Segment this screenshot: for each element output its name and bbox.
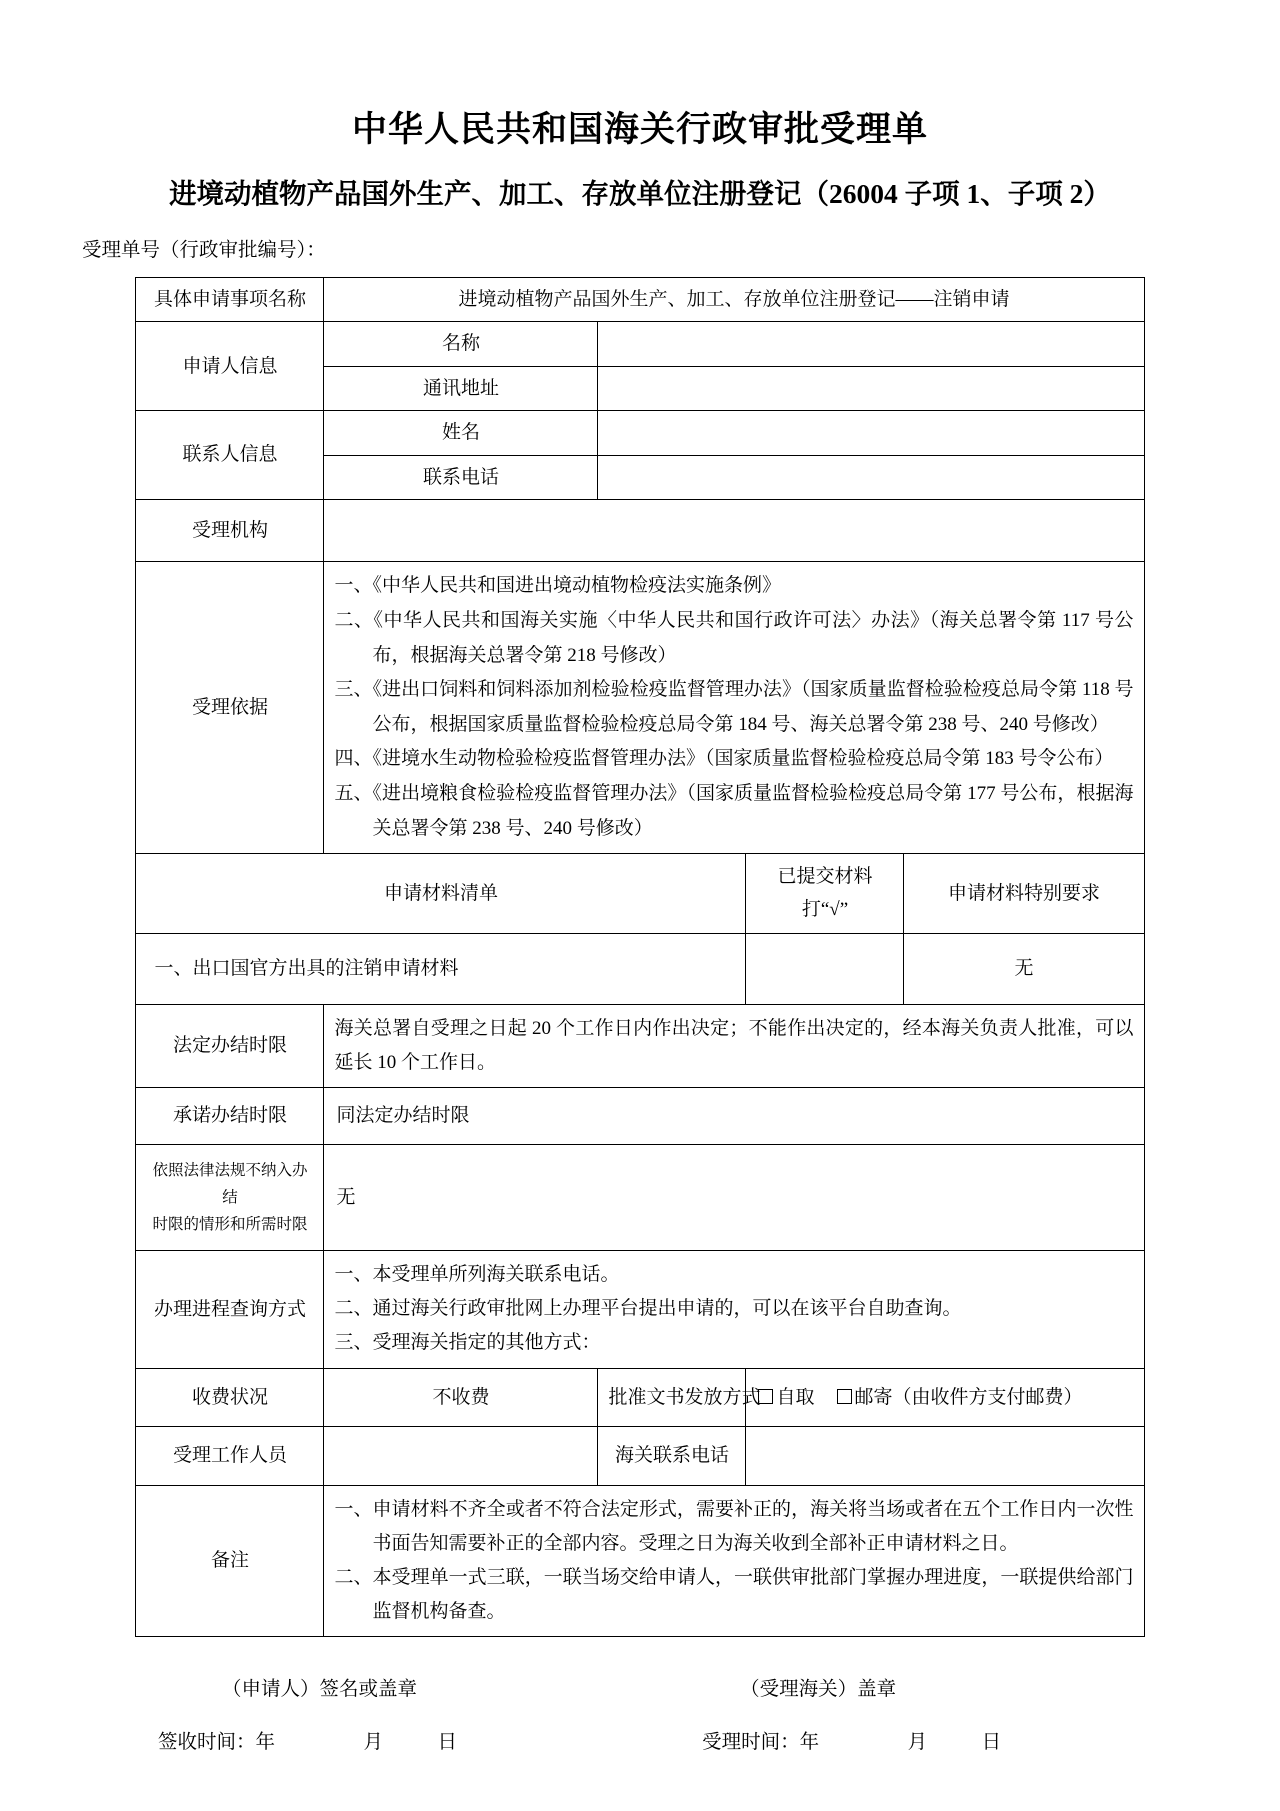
remark-item: 二、本受理单一式三联，一联当场交给申请人，一联供审批部门掌握办理进度，一联提供给部门监督机构备查。 bbox=[334, 1566, 1134, 1623]
fee-status-value: 不收费 bbox=[324, 1368, 598, 1426]
table-row bbox=[136, 562, 1144, 854]
agency-label: 受理机构 bbox=[136, 500, 324, 562]
contact-phone-field[interactable] bbox=[598, 455, 1144, 499]
table-row bbox=[136, 411, 1144, 455]
customs-phone-field[interactable] bbox=[746, 1427, 1144, 1485]
receive-day[interactable]: 日 bbox=[437, 1732, 458, 1754]
submitted-header-line2: 打“√” bbox=[801, 898, 849, 920]
remark-content bbox=[324, 1485, 1144, 1637]
material-item-submitted-checkbox[interactable] bbox=[746, 934, 904, 1004]
table-row bbox=[136, 322, 1144, 366]
legal-basis-item: 三、《进出口饲料和饲料添加剂检验检疫监督管理办法》（国家质量监督检验检疫总局令第 118 号公布，根据国家质量监督检验检疫总局令第 184 号、海关总署令第 238 号、240 号修改） bbox=[334, 679, 1134, 735]
customs-phone-label: 海关联系电话 bbox=[598, 1427, 746, 1485]
legal-basis-item: 四、《进境水生动物检验检疫监督管理办法》（国家质量监督检验检疫总局令第 183 号令公布） bbox=[334, 748, 1114, 770]
excluded-period-label bbox=[136, 1144, 324, 1250]
accept-day[interactable]: 日 bbox=[981, 1732, 1002, 1754]
table-row bbox=[136, 277, 1144, 321]
promised-deadline-value: 同法定办结时限 bbox=[324, 1088, 1144, 1144]
fee-status-label: 收费状况 bbox=[136, 1368, 324, 1426]
receive-year[interactable]: 年 bbox=[255, 1732, 276, 1754]
statutory-deadline-value bbox=[324, 1004, 1144, 1087]
matter-name-label: 具体申请事项名称 bbox=[136, 277, 324, 321]
matter-name-value: 进境动植物产品国外生产、加工、存放单位注册登记——注销申请 bbox=[324, 277, 1144, 321]
legal-basis-item: 一、《中华人民共和国进出境动植物检疫法实施条例》 bbox=[334, 575, 781, 597]
statutory-deadline-text: 海关总署自受理之日起 20 个工作日内作出决定；不能作出决定的，经本海关负责人批准，可以延长 10 个工作日。 bbox=[334, 1017, 1134, 1074]
signature-area bbox=[136, 1673, 1144, 1759]
legal-basis-label: 受理依据 bbox=[136, 562, 324, 854]
table-row bbox=[136, 1088, 1144, 1144]
accept-month[interactable]: 月 bbox=[907, 1732, 928, 1754]
table-row bbox=[136, 1485, 1144, 1637]
table-row bbox=[136, 1004, 1144, 1087]
legal-basis-content bbox=[324, 562, 1144, 854]
receive-time-label: 签收时间： bbox=[158, 1732, 256, 1754]
receive-time-group bbox=[136, 1726, 660, 1759]
delivery-method-options bbox=[746, 1368, 1144, 1426]
page-title: 中华人民共和国海关行政审批受理单 bbox=[351, 110, 928, 149]
delivery-method-label: 批准文书发放方式 bbox=[598, 1368, 746, 1426]
material-item-special: 无 bbox=[904, 934, 1144, 1004]
contact-name-field[interactable] bbox=[598, 411, 1144, 455]
materials-list-header: 申请材料清单 bbox=[136, 854, 746, 934]
signature-row-dates bbox=[136, 1726, 1144, 1759]
progress-query-label: 办理进程查询方式 bbox=[136, 1251, 324, 1369]
progress-query-item: 一、本受理单所列海关联系电话。 bbox=[334, 1264, 620, 1286]
table-row bbox=[136, 1427, 1144, 1485]
accept-year[interactable]: 年 bbox=[799, 1732, 820, 1754]
table-row bbox=[136, 1251, 1144, 1369]
table-row bbox=[136, 1144, 1144, 1250]
table-row bbox=[136, 854, 1144, 934]
table-row bbox=[136, 1368, 1144, 1426]
applicant-address-label: 通讯地址 bbox=[324, 366, 598, 410]
applicant-signature-label: （申请人）签名或盖章 bbox=[222, 1679, 418, 1701]
applicant-info-label: 申请人信息 bbox=[136, 322, 324, 411]
contact-name-label: 姓名 bbox=[324, 411, 598, 455]
applicant-address-field[interactable] bbox=[598, 366, 1144, 410]
excluded-period-label-line1: 依照法律法规不纳入办结 bbox=[152, 1161, 308, 1206]
excluded-period-label-line2: 时限的情形和所需时限 bbox=[152, 1215, 308, 1233]
excluded-period-value: 无 bbox=[324, 1144, 1144, 1250]
accept-time-group bbox=[660, 1726, 1144, 1759]
signature-row-names bbox=[136, 1673, 1144, 1706]
agency-field[interactable] bbox=[324, 500, 1144, 562]
promised-deadline-label: 承诺办结时限 bbox=[136, 1088, 324, 1144]
contact-phone-label: 联系电话 bbox=[324, 455, 598, 499]
applicant-name-label: 名称 bbox=[324, 322, 598, 366]
self-pickup-checkbox[interactable] bbox=[758, 1389, 773, 1404]
progress-query-content bbox=[324, 1251, 1144, 1369]
receive-month[interactable]: 月 bbox=[363, 1732, 384, 1754]
contact-info-label: 联系人信息 bbox=[136, 411, 324, 500]
mail-delivery-label: 邮寄（由收件方支付邮费） bbox=[854, 1386, 1083, 1408]
special-requirements-header: 申请材料特别要求 bbox=[904, 854, 1144, 934]
acceptance-form-table bbox=[135, 277, 1144, 1637]
table-row bbox=[136, 934, 1144, 1004]
self-pickup-label: 自取 bbox=[776, 1386, 815, 1408]
applicant-name-field[interactable] bbox=[598, 322, 1144, 366]
remark-item: 一、申请材料不齐全或者不符合法定形式，需要补正的，海关将当场或者在五个工作日内一次性书面告知需要补正的全部内容。受理之日为海关收到全部补正申请材料之日。 bbox=[334, 1498, 1134, 1554]
staff-label: 受理工作人员 bbox=[136, 1427, 324, 1485]
legal-basis-item: 二、《中华人民共和国海关实施〈中华人民共和国行政许可法〉办法》（海关总署令第 117 号公布，根据海关总署令第 218 号修改） bbox=[334, 610, 1134, 666]
staff-field[interactable] bbox=[324, 1427, 598, 1485]
remark-label: 备注 bbox=[136, 1485, 324, 1637]
customs-seal-label: （受理海关）盖章 bbox=[740, 1679, 897, 1701]
page-subtitle: 进境动植物产品国外生产、加工、存放单位注册登记（26004 子项 1、子项 2） bbox=[169, 177, 1111, 209]
submitted-materials-header bbox=[746, 854, 904, 934]
legal-basis-item: 五、《进出境粮食检验检疫监督管理办法》（国家质量监督检验检疫总局令第 177 号公布，根据海关总署令第 238 号、240 号修改） bbox=[334, 782, 1134, 839]
statutory-deadline-label: 法定办结时限 bbox=[136, 1004, 324, 1087]
table-row bbox=[136, 500, 1144, 562]
accept-time-label: 受理时间： bbox=[702, 1732, 800, 1754]
submitted-header-line1: 已提交材料 bbox=[777, 866, 873, 888]
progress-query-item: 二、通过海关行政审批网上办理平台提出申请的，可以在该平台自助查询。 bbox=[334, 1298, 962, 1320]
material-item-name: 一、出口国官方出具的注销申请材料 bbox=[136, 934, 746, 1004]
mail-delivery-checkbox[interactable] bbox=[837, 1389, 852, 1404]
serial-number-label: 受理单号（行政审批编号）： bbox=[82, 239, 326, 261]
progress-query-item: 三、受理海关指定的其他方式： bbox=[334, 1332, 601, 1354]
